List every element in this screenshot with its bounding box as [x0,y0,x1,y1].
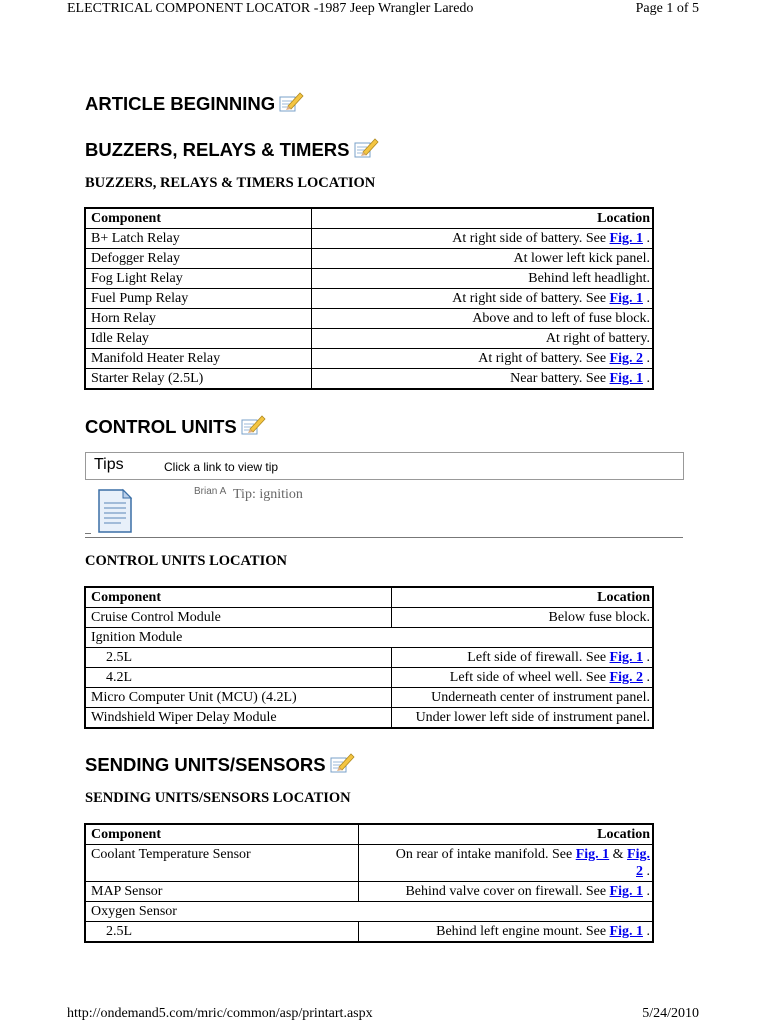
location-cell [359,845,653,882]
section-title: CONTROL UNITS [85,416,237,437]
component-cell: Ignition Module [86,628,653,648]
table-row [86,249,653,269]
footer-date: 5/24/2010 [642,1006,699,1021]
location-text: . [643,650,650,665]
divider [85,537,683,538]
component-cell: Coolant Temperature Sensor [86,845,359,882]
section-article-beginning [85,91,304,118]
subsection-sending-units-location: SENDING UNITS/SENSORS LOCATION [85,790,351,806]
tip-author: Brian A [194,486,227,497]
figure-link[interactable]: Fig. 1 [609,231,643,246]
table-row [86,668,653,688]
location-cell [359,922,653,942]
table-row [86,708,653,728]
location-cell [392,688,653,708]
table-row [86,229,653,249]
figure-link[interactable]: Fig. 1 [609,924,643,939]
location-text: Near battery. See [510,371,610,386]
figure-link[interactable]: Fig. 1 [609,371,643,386]
subsection-buzzers-location: BUZZERS, RELAYS & TIMERS LOCATION [85,175,376,191]
location-text: . [643,884,650,899]
figure-link[interactable]: Fig. 1 [575,847,610,862]
location-cell [312,289,653,309]
figure-link[interactable]: Fig. 2 [609,351,643,366]
component-cell: 2.5L [86,922,359,942]
footer-url: http://ondemand5.com/mric/common/asp/printart.aspx [67,1006,373,1021]
component-cell: Oxygen Sensor [86,902,653,922]
component-cell: B+ Latch Relay [86,229,312,249]
table-row [86,369,653,389]
tips-prompt: Click a link to view tip [164,460,279,474]
component-cell: 2.5L [86,648,392,668]
component-cell: Fuel Pump Relay [86,289,312,309]
document-title: ELECTRICAL COMPONENT LOCATOR -1987 Jeep Wrangler Laredo [67,1,474,16]
table-row [86,349,653,369]
location-text: At lower left kick panel. [513,251,650,266]
edit-note-icon[interactable] [353,137,379,164]
edit-note-icon[interactable] [329,752,355,779]
divider [85,533,91,534]
figure-link-text: 2 [636,864,643,879]
component-cell: Horn Relay [86,309,312,329]
section-title: SENDING UNITS/SENSORS [85,754,326,775]
component-cell: Fog Light Relay [86,269,312,289]
component-cell: Starter Relay (2.5L) [86,369,312,389]
tip-link[interactable]: Tip: ignition [233,487,303,502]
table-row [86,608,653,628]
tips-bar [85,452,684,480]
location-text: . [643,351,650,366]
page-number: Page 1 of 5 [635,1,699,16]
figure-link[interactable]: Fig. 1 [609,884,643,899]
table-row [86,289,653,309]
location-text: At right of battery. [545,331,650,346]
table-row [86,269,653,289]
location-cell [312,369,653,389]
location-text: Under lower left side of instrument panel. [415,710,650,725]
component-cell: Cruise Control Module [86,608,392,628]
location-cell [359,882,653,902]
location-text: . [643,231,650,246]
column-header-component: Component [86,588,392,608]
figure-link[interactable]: Fig. 1 [609,291,643,306]
section-title: BUZZERS, RELAYS & TIMERS [85,139,350,160]
location-text: Underneath center of instrument panel. [431,690,650,705]
location-text: Left side of firewall. See [467,650,610,665]
figure-link[interactable]: Fig. 2 [609,670,643,685]
table-row [86,628,653,648]
location-cell [312,329,653,349]
section-title: ARTICLE BEGINNING [85,93,276,114]
location-text: Behind left engine mount. See [436,924,610,939]
location-text: Behind left headlight. [528,271,650,286]
section-buzzers [85,137,379,164]
location-text: . [643,371,650,386]
location-text: On rear of intake manifold. See [395,847,576,862]
buzzers-table [85,208,653,389]
table-row [86,882,653,902]
column-header-component: Component [86,209,312,229]
location-text: At right side of battery. See [452,231,610,246]
location-cell [312,269,653,289]
location-text: . [643,291,650,306]
column-header-location: Location [359,825,653,845]
location-cell [312,349,653,369]
column-header-location: Location [392,588,653,608]
table-row [86,688,653,708]
figure-link-text: Fig. [627,847,650,862]
column-header-location: Location [312,209,653,229]
location-cell [312,229,653,249]
location-cell [392,648,653,668]
table-row [86,922,653,942]
location-cell [392,608,653,628]
location-text: At right of battery. See [478,351,610,366]
figure-link[interactable]: Fig. 1 [609,650,643,665]
location-text: Below fuse block. [548,610,650,625]
location-text: . [643,924,650,939]
component-cell: Windshield Wiper Delay Module [86,708,392,728]
column-header-component: Component [86,825,359,845]
location-text: . [643,864,650,879]
table-row [86,902,653,922]
page-header [0,0,768,22]
component-cell: Defogger Relay [86,249,312,269]
edit-note-icon[interactable] [278,91,304,118]
document-icon[interactable] [97,488,133,539]
location-cell [312,249,653,269]
table-row [86,329,653,349]
section-sending-units [85,752,355,779]
component-cell: 4.2L [86,668,392,688]
tips-label: Tips [94,456,124,473]
location-text: & [609,847,628,862]
location-text: . [643,670,650,685]
location-text: Left side of wheel well. See [449,670,610,685]
subsection-control-units-location: CONTROL UNITS LOCATION [85,553,287,569]
table-row [86,309,653,329]
control-units-table [85,587,653,728]
sending-units-table [85,824,653,942]
location-text: At right side of battery. See [452,291,610,306]
location-text: Behind valve cover on firewall. See [405,884,610,899]
edit-note-icon[interactable] [240,414,266,441]
component-cell: Idle Relay [86,329,312,349]
location-cell [312,309,653,329]
component-cell: MAP Sensor [86,882,359,902]
section-control-units [85,414,266,441]
table-row [86,845,653,882]
table-row [86,648,653,668]
location-cell [392,708,653,728]
location-cell [392,668,653,688]
location-text: Above and to left of fuse block. [472,311,650,326]
component-cell: Micro Computer Unit (MCU) (4.2L) [86,688,392,708]
component-cell: Manifold Heater Relay [86,349,312,369]
